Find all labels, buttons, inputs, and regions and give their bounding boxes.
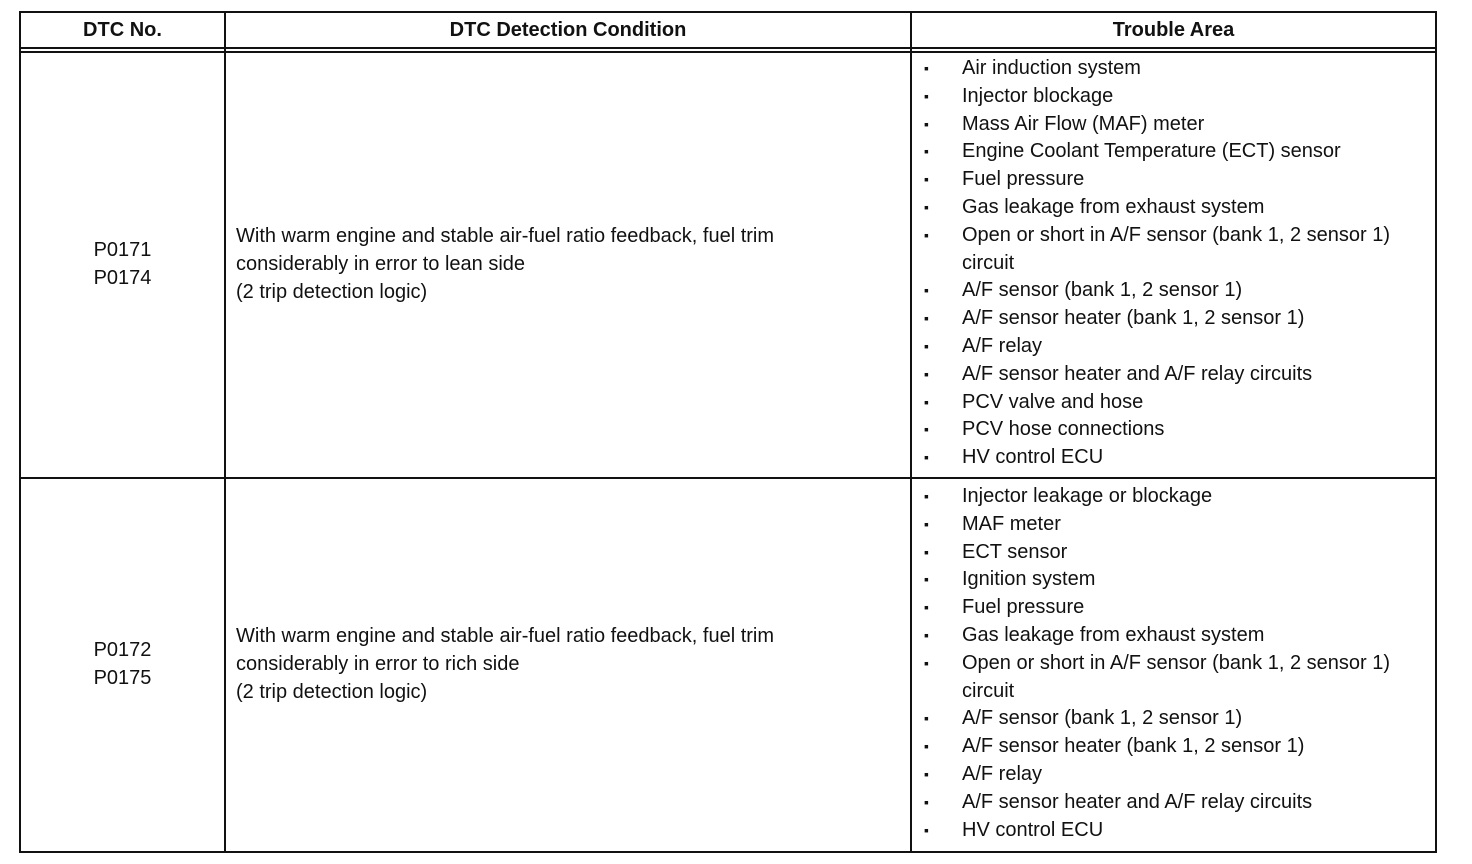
header-trouble-area: Trouble Area: [1112, 18, 1235, 41]
row-1-dtc-codes: [21, 236, 224, 292]
condition-line: considerably in error to rich side: [236, 653, 520, 675]
trouble-area-text: Ignition system: [962, 568, 1096, 591]
trouble-area-item: [914, 566, 1434, 594]
trouble-area-text: ECT sensor: [962, 540, 1068, 563]
bullet-icon: ▪: [924, 282, 929, 299]
dtc-code: P0174: [93, 267, 152, 289]
condition-line: considerably in error to lean side: [236, 253, 526, 275]
trouble-area-item: [914, 789, 1434, 817]
row-1-trouble-area-list: [914, 55, 1434, 472]
trouble-area-item: [914, 277, 1434, 305]
bullet-icon: ▪: [924, 793, 929, 810]
trouble-area-item: [914, 622, 1434, 650]
bullet-icon: ▪: [924, 765, 929, 782]
row-2-condition: [236, 622, 896, 706]
header-divider: [19, 51, 1437, 53]
bullet-icon: ▪: [924, 571, 929, 588]
bullet-icon: ▪: [924, 198, 929, 215]
bullet-icon: ▪: [924, 543, 929, 560]
bullet-icon: ▪: [924, 515, 929, 532]
header-dtc-no: DTC No.: [83, 18, 162, 41]
trouble-area-text: Fuel pressure: [962, 168, 1085, 191]
trouble-area-text: A/F sensor heater (bank 1, 2 sensor 1): [962, 307, 1305, 330]
header-detection-condition: DTC Detection Condition: [449, 18, 687, 41]
trouble-area-item: [914, 817, 1434, 845]
trouble-area-item: [914, 138, 1434, 166]
header-divider: [19, 47, 1437, 49]
trouble-area-text: HV control ECU: [962, 446, 1104, 469]
trouble-area-item: [914, 194, 1434, 222]
condition-line: (2 trip detection logic): [236, 281, 428, 303]
column-divider: [910, 11, 912, 853]
trouble-area-text: A/F sensor (bank 1, 2 sensor 1): [962, 707, 1243, 730]
trouble-area-item: [914, 650, 1434, 706]
trouble-area-item: [914, 166, 1434, 194]
trouble-area-item: [914, 594, 1434, 622]
condition-line: With warm engine and stable air-fuel ratio feedback, fuel trim: [236, 625, 775, 647]
trouble-area-text: Open or short in A/F sensor (bank 1, 2 sensor 1) circuit: [962, 651, 1390, 702]
bullet-icon: ▪: [924, 738, 929, 755]
condition-line: With warm engine and stable air-fuel ratio feedback, fuel trim: [236, 225, 775, 247]
bullet-icon: ▪: [924, 337, 929, 354]
bullet-icon: ▪: [924, 421, 929, 438]
row-1-condition: [236, 222, 896, 306]
trouble-area-item: [914, 483, 1434, 511]
row-2-trouble-area-list: [914, 483, 1434, 844]
trouble-area-item: [914, 55, 1434, 83]
bullet-icon: ▪: [924, 226, 929, 243]
bullet-icon: ▪: [924, 143, 929, 160]
row-2-dtc-codes: [21, 636, 224, 692]
bullet-icon: ▪: [924, 488, 929, 504]
trouble-area-item: [914, 83, 1434, 111]
trouble-area-text: PCV hose connections: [962, 418, 1165, 441]
bullet-icon: ▪: [924, 599, 929, 616]
trouble-area-text: Air induction system: [962, 57, 1141, 79]
trouble-area-text: A/F sensor heater (bank 1, 2 sensor 1): [962, 735, 1305, 758]
bullet-icon: ▪: [924, 626, 929, 643]
trouble-area-item: [914, 389, 1434, 417]
dtc-code: P0171: [93, 239, 152, 261]
trouble-area-item: [914, 305, 1434, 333]
trouble-area-text: Injector blockage: [962, 84, 1114, 107]
trouble-area-item: [914, 333, 1434, 361]
bullet-icon: ▪: [924, 171, 929, 188]
trouble-area-text: Gas leakage from exhaust system: [962, 623, 1265, 646]
trouble-area-text: Injector leakage or blockage: [962, 485, 1213, 507]
trouble-area-item: [914, 222, 1434, 278]
trouble-area-text: Engine Coolant Temperature (ECT) sensor: [962, 140, 1341, 163]
trouble-area-text: PCV valve and hose: [962, 390, 1144, 413]
condition-line: (2 trip detection logic): [236, 681, 428, 703]
trouble-area-text: MAF meter: [962, 512, 1061, 535]
bullet-icon: ▪: [924, 821, 929, 838]
bullet-icon: ▪: [924, 115, 929, 132]
row-divider: [19, 477, 1437, 479]
bullet-icon: ▪: [924, 310, 929, 327]
bullet-icon: ▪: [924, 710, 929, 727]
trouble-area-text: A/F sensor heater and A/F relay circuits: [962, 790, 1313, 813]
bullet-icon: ▪: [924, 449, 929, 466]
trouble-area-text: A/F sensor heater and A/F relay circuits: [962, 362, 1313, 385]
trouble-area-text: Mass Air Flow (MAF) meter: [962, 112, 1205, 135]
trouble-area-item: [914, 111, 1434, 139]
trouble-area-text: A/F sensor (bank 1, 2 sensor 1): [962, 279, 1243, 302]
dtc-code: P0175: [93, 667, 152, 689]
bullet-icon: ▪: [924, 60, 929, 76]
bullet-icon: ▪: [924, 654, 929, 671]
trouble-area-item: [914, 733, 1434, 761]
trouble-area-item: [914, 511, 1434, 539]
trouble-area-text: A/F relay: [962, 762, 1043, 785]
column-divider: [224, 11, 226, 853]
trouble-area-text: HV control ECU: [962, 818, 1104, 841]
trouble-area-text: A/F relay: [962, 334, 1043, 357]
trouble-area-item: [914, 539, 1434, 567]
trouble-area-item: [914, 705, 1434, 733]
bullet-icon: ▪: [924, 393, 929, 410]
dtc-code: P0172: [93, 639, 152, 661]
bullet-icon: ▪: [924, 87, 929, 104]
bullet-icon: ▪: [924, 365, 929, 382]
trouble-area-text: Gas leakage from exhaust system: [962, 195, 1265, 218]
trouble-area-text: Fuel pressure: [962, 596, 1085, 619]
trouble-area-text: Open or short in A/F sensor (bank 1, 2 sensor 1) circuit: [962, 223, 1390, 274]
trouble-area-item: [914, 761, 1434, 789]
trouble-area-item: [914, 361, 1434, 389]
trouble-area-item: [914, 416, 1434, 444]
trouble-area-item: [914, 444, 1434, 472]
